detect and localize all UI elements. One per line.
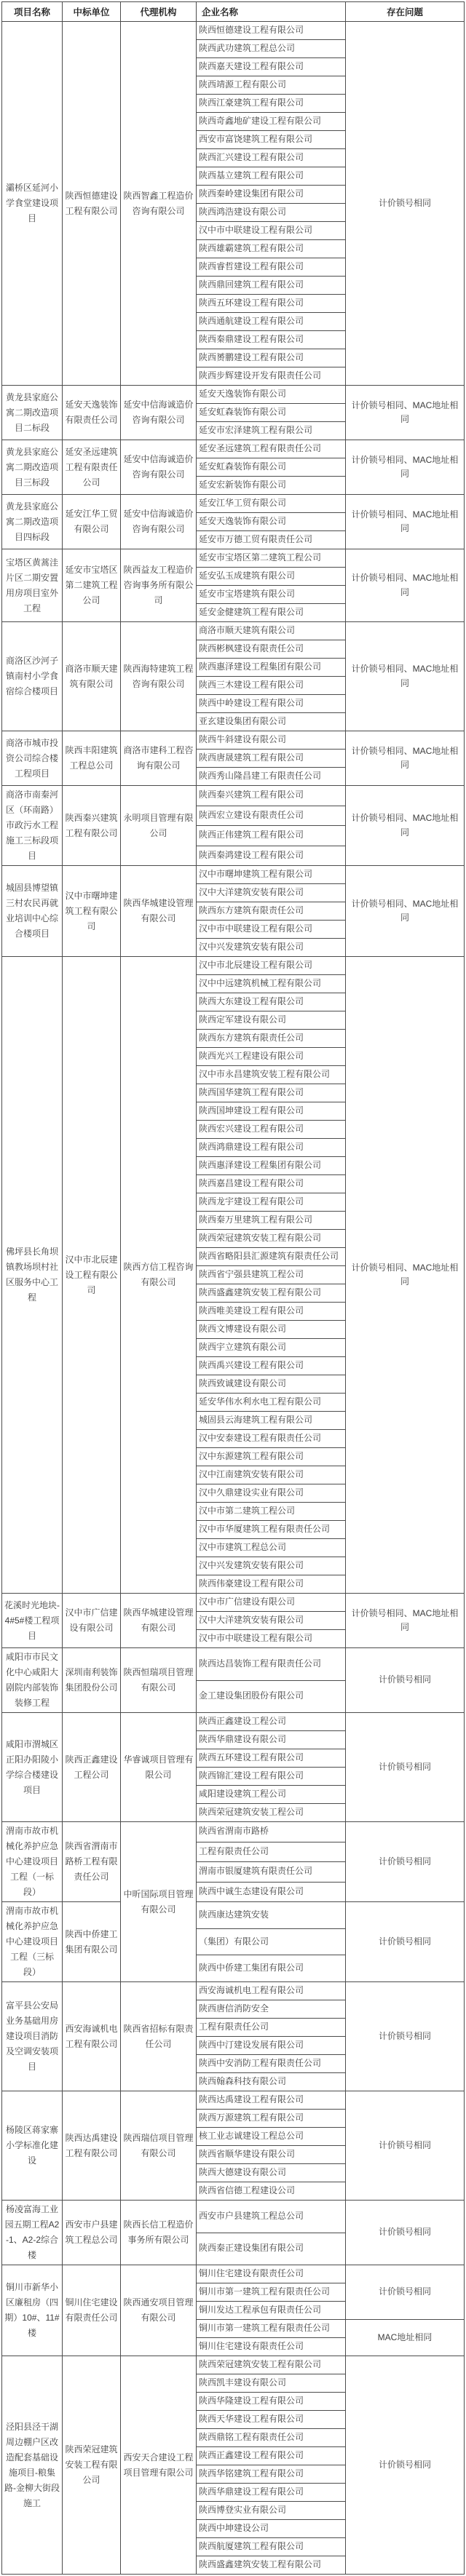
enterprise-name-cell: 汉中市第二建筑工程公司 (197, 1503, 346, 1521)
enterprise-name-cell: 铜川住宅建设有限责任公司 (197, 2338, 346, 2356)
enterprise-name-cell: 陕西惠泽建设工程集团有限公司 (197, 1157, 346, 1175)
enterprise-name-cell: 陕西荣冠建筑安装工程有限公司 (197, 1230, 346, 1248)
enterprise-name-cell: 陕西博登实业有限公司 (197, 2502, 346, 2520)
table-row (2, 1648, 465, 1681)
enterprise-name-cell: 陕西康达建筑安装 (197, 1902, 346, 1929)
enterprise-name-cell: 西安市户县建筑工程总公司 (197, 2201, 346, 2233)
winning-bidder-cell: 延安市宝塔区第二建筑工程公司 (63, 549, 121, 622)
enterprise-name-cell: 陕西恒德建设工程有限公司 (197, 22, 346, 40)
enterprise-name-cell: 陕西武功建筑工程总公司 (197, 40, 346, 58)
table-row (2, 866, 465, 884)
enterprise-name-cell: 铜川市第一建筑工程有限责任公司 (197, 2320, 346, 2338)
table-header-row (2, 2, 465, 22)
agency-cell: 西安天合建设工程项目管理有限公司 (121, 2356, 197, 2575)
enterprise-name-cell: 陕西正鑫建设工程公司 (197, 1713, 346, 1731)
problem-cell: 计价锁号相同 (346, 2091, 465, 2201)
enterprise-name-cell: 陕西赟鹏建设工程有限公司 (197, 349, 346, 367)
problem-cell: 计价锁号相同、MAC地址相同 (346, 622, 465, 731)
enterprise-name-cell: 陕西省略阳县汇源建筑有限责任公司 (197, 1248, 346, 1266)
winning-bidder-cell: 陕西丰阳建筑工程总公司 (63, 731, 121, 786)
enterprise-name-cell: 延安天逸装饰有限公司 (197, 513, 346, 531)
enterprise-name-cell: 陕西五环建设工程有限公司 (197, 295, 346, 313)
enterprise-name-cell: 陕西秀山隆昌建工有限责任公司 (197, 768, 346, 786)
enterprise-name-cell: 陕西嘉天建设工程有限公司 (197, 58, 346, 76)
enterprise-name-cell: 陕西万源建筑工程有限公司 (197, 2110, 346, 2128)
enterprise-name-cell: 陕西省信德工程建设公司 (197, 2182, 346, 2201)
enterprise-name-cell: 汉中市永昌建筑安装工程有限公司 (197, 1066, 346, 1084)
enterprise-name-cell: 陕西鼎回建筑工程有限公司 (197, 277, 346, 295)
winning-bidder-cell: 延安圣远建筑工程有限责任公司 (63, 440, 121, 495)
enterprise-name-cell: 亚玄建设集团有限公司 (197, 713, 346, 731)
table-row (2, 1902, 465, 1929)
table-row (2, 440, 465, 458)
project-name-cell: 佛坪县长角坝镇教场坝村社区服务中心工程 (2, 957, 63, 1594)
table-body (2, 22, 465, 2575)
enterprise-name-cell: 延安弘玉成建筑有限公司 (197, 568, 346, 586)
enterprise-name-cell: 陕西步辉建设开发有限责任公司 (197, 367, 346, 386)
enterprise-name-cell: 陕西奇鑫地矿建设工程有限公司 (197, 113, 346, 131)
enterprise-name-cell: 陕西国坤建设工程有限公司 (197, 1102, 346, 1121)
enterprise-name-cell: 陕西光兴工程建设有限公司 (197, 1048, 346, 1066)
winning-bidder-cell: 西安市户县建筑工程总公司 (63, 2201, 121, 2265)
agency-cell: 永明项目管理有限公司 (121, 786, 197, 866)
enterprise-name-cell: 汉中市广信建设有限公司 (197, 1594, 346, 1612)
enterprise-name-cell: 陕西鸿鼎建设工程有限公司 (197, 1139, 346, 1157)
enterprise-name-cell: 延安天逸装饰有限公司 (197, 386, 346, 404)
problem-cell: 计价锁号相同、MAC地址相同 (346, 440, 465, 495)
enterprise-name-cell: 陕西文博建设有限公司 (197, 1321, 346, 1339)
problem-cell: 计价锁号相同 (346, 2265, 465, 2320)
enterprise-name-cell: 陕西秦鼎建设工程有限公司 (197, 331, 346, 349)
enterprise-name-cell: 工程有限责任公司 (197, 2019, 346, 2037)
enterprise-name-cell: 陕西龙宇建设工程有限公司 (197, 1193, 346, 1212)
agency-cell: 延安中信海诚造价咨询有限公司 (121, 495, 197, 549)
project-name-cell: 宝塔区黄蒿洼片区二期安置用房项目室外工程 (2, 549, 63, 622)
column-header-project-name: 项目名称 (2, 2, 63, 22)
enterprise-name-cell: 延安市宏泽建筑工程有限公司 (197, 422, 346, 440)
table-row (2, 2091, 465, 2110)
project-name-cell: 商洛市南秦河区（环南路）市政污水工程施工三标段项目 (2, 786, 63, 866)
column-header-agency: 代理机构 (121, 2, 197, 22)
agency-cell: 陕西益友工程造价咨询事务所有限公司 (121, 549, 197, 622)
agency-cell: 陕西瑞信项目管理有限公司 (121, 2091, 197, 2201)
problem-cell: 计价锁号相同、MAC地址相同 (346, 495, 465, 549)
enterprise-name-cell: 陕西中岭建设工程有限公司 (197, 695, 346, 713)
table-row (2, 549, 465, 568)
enterprise-name-cell: 陕西国华建筑工程有限公司 (197, 1084, 346, 1102)
project-name-cell: 杨陵区蒋家寨小学标准化建设 (2, 2091, 63, 2201)
enterprise-name-cell: 延安市万德工贸有限责任公司 (197, 531, 346, 549)
enterprise-name-cell: 延安华伟水利水电工程有限公司 (197, 1394, 346, 1412)
enterprise-name-cell: 陕西中汀建设发展有限公司 (197, 2037, 346, 2055)
enterprise-name-cell: 陕西天华建设工程有限公司 (197, 2411, 346, 2429)
problem-cell: 计价锁号相同、MAC地址相同 (346, 866, 465, 957)
enterprise-name-cell: 延安市宝塔建筑有限公司 (197, 586, 346, 604)
winning-bidder-cell: 铜川住宅建设有限责任公司 (63, 2265, 121, 2356)
problem-cell: 计价锁号相同 (346, 1713, 465, 1822)
enterprise-name-cell: 陕西中安消防工程有限责任公司 (197, 2055, 346, 2073)
problem-cell: 计价锁号相同、MAC地址相同 (346, 386, 465, 440)
project-name-cell: 杨凌富海工业园五期工程A2-1、A2-2综合楼 (2, 2201, 63, 2265)
winning-bidder-cell: 商洛市顺天建筑有限公司 (63, 622, 121, 731)
project-name-cell: 渭南市故市机械化养护应急中心建设项目工程（三标段） (2, 1902, 63, 1982)
enterprise-name-cell: 陕西靖源工程有限公司 (197, 76, 346, 95)
problem-cell: 计价锁号相同、MAC地址相同 (346, 731, 465, 786)
enterprise-name-cell: 陕西省顺华建设有限公司 (197, 2146, 346, 2164)
column-header-winning-bidder: 中标单位 (63, 2, 121, 22)
project-name-cell: 黄龙县家庭公寓二期改造项目二标段 (2, 386, 63, 440)
table-row (2, 386, 465, 404)
enterprise-name-cell: 汉中久鼎建设实业有限公司 (197, 1484, 346, 1503)
table-row (2, 22, 465, 40)
enterprise-name-cell: 陕西华鼎建设有限公司 (197, 1731, 346, 1749)
enterprise-name-cell: 陕西宏兴建设工程有限公司 (197, 1121, 346, 1139)
problem-cell: 计价锁号相同 (346, 1648, 465, 1713)
agency-cell: 陕西华城建设管理有限公司 (121, 1594, 197, 1648)
enterprise-name-cell: 陕西致诚建设有限公司 (197, 1375, 346, 1394)
enterprise-name-cell: 陕西中诚生态建设有限公司 (197, 1882, 346, 1902)
enterprise-name-cell: 铜川市第一建筑工程有限责任公司 (197, 2283, 346, 2302)
problem-cell: 计价锁号相同、MAC地址相同 (346, 1594, 465, 1648)
agency-cell: 陕西智鑫工程造价咨询有限公司 (121, 22, 197, 386)
table-row (2, 957, 465, 975)
project-name-cell: 咸阳市渭城区正阳办阳陵小学综合楼建设项目 (2, 1713, 63, 1822)
project-name-cell: 黄龙县家庭公寓二期改造项目三标段 (2, 440, 63, 495)
enterprise-name-cell: 陕西华隆建设工程有限公司 (197, 2393, 346, 2411)
project-name-cell: 铜川市新华小区廉租房（四期）10#、11#楼 (2, 2265, 63, 2356)
enterprise-name-cell: 陕西航厦建筑工程有限公司 (197, 2538, 346, 2556)
enterprise-name-cell: 陕西唯美建设工程有限公司 (197, 1303, 346, 1321)
enterprise-name-cell: 渭南市银厦建筑有限责任公司 (197, 1862, 346, 1883)
table-row (2, 731, 465, 750)
problem-cell: 计价锁号相同 (346, 22, 465, 386)
enterprise-name-cell: 陕西中侨建工集团有限公司 (197, 1955, 346, 1982)
enterprise-name-cell: 延安金健建筑工程有限公司 (197, 604, 346, 622)
problem-cell: 计价锁号相同 (346, 1822, 465, 1902)
problem-cell: 计价锁号相同 (346, 1902, 465, 1982)
enterprise-name-cell: 陕西唐晟建筑工程有限公司 (197, 750, 346, 768)
winning-bidder-cell: 陕西正鑫建设工程公司 (63, 1713, 121, 1822)
column-header-enterprise-name: 企业名称 (197, 2, 346, 22)
enterprise-name-cell: 陕西凯丰建设有限公司 (197, 2374, 346, 2393)
enterprise-name-cell: 陕西基立建筑工程有限公司 (197, 167, 346, 186)
enterprise-name-cell: 陕西三木建设工程有限公司 (197, 677, 346, 695)
winning-bidder-cell: 陕西达禹建设工程有限公司 (63, 2091, 121, 2201)
enterprise-name-cell: 汉中市中联建设工程有限公司 (197, 1630, 346, 1648)
enterprise-name-cell: 陕西彬枫建设有限责任公司 (197, 640, 346, 659)
table-row (2, 1713, 465, 1731)
enterprise-name-cell: 西安市富饶建筑工程有限公司 (197, 131, 346, 149)
problem-cell: MAC地址相同 (346, 2320, 465, 2356)
enterprise-name-cell: 延安圣远建筑工程有限责任公司 (197, 440, 346, 458)
enterprise-name-cell: 陕西华铭建筑工程有限公司 (197, 2465, 346, 2484)
project-name-cell: 商洛市城市投资公司综合楼工程项目 (2, 731, 63, 786)
winning-bidder-cell: 西安海诚机电工程有限公司 (63, 1982, 121, 2091)
enterprise-name-cell: 陕西秦正建设集团有限公司 (197, 2233, 346, 2265)
enterprise-name-cell: 陕西秦鸿建设工程有限公司 (197, 846, 346, 866)
enterprise-name-cell: 陕西唐信消防安全 (197, 2000, 346, 2019)
winning-bidder-cell: 陕西省渭南市路桥工程有限责任公司 (63, 1822, 121, 1902)
enterprise-name-cell: 陕西达昌装饰工程有限责任公司 (197, 1648, 346, 1681)
enterprise-name-cell: 陕西锦汇建设工程有限公司 (197, 1768, 346, 1786)
enterprise-name-cell: 汉中市华厦建筑工程有限责任公司 (197, 1521, 346, 1539)
enterprise-name-cell: 陕西宇立建筑有限公司 (197, 1339, 346, 1357)
enterprise-name-cell: 陕西秦万里建筑工程有限公司 (197, 1212, 346, 1230)
project-name-cell: 商洛区沙河子镇南村小学食宿综合楼项目 (2, 622, 63, 731)
enterprise-name-cell: 陕西鼎铭工程有限责任公司 (197, 2429, 346, 2447)
project-name-cell: 咸阳市市民文化中心咸阳大剧院内部装饰装修工程 (2, 1648, 63, 1713)
table-row (2, 1594, 465, 1612)
enterprise-name-cell: 陕西省渭南市路桥 (197, 1822, 346, 1842)
enterprise-name-cell: 陕西雄霸建筑工程有限公司 (197, 240, 346, 258)
enterprise-name-cell: 工程有限责任公司 (197, 1842, 346, 1862)
enterprise-name-cell: 汉中市建筑工程总公司 (197, 1539, 346, 1557)
project-name-cell: 渭南市故市机械化养护应急中心建设项目工程（一标段） (2, 1822, 63, 1902)
project-name-cell: 灞桥区延河小学食堂建设项目 (2, 22, 63, 386)
enterprise-name-cell: 汉中安泰建设工程有限责任公司 (197, 1430, 346, 1448)
enterprise-name-cell: 延安虹森装饰有限公司 (197, 404, 346, 422)
enterprise-name-cell: 陕西中坤建设公司 (197, 2520, 346, 2538)
enterprise-name-cell: 陕西华鼎建设工程有限公司 (197, 2484, 346, 2502)
table-row (2, 495, 465, 513)
enterprise-name-cell: 延安虹森装饰有限公司 (197, 458, 346, 477)
enterprise-name-cell: 汉中市中联建设工程有限公司 (197, 921, 346, 939)
enterprise-name-cell: 商洛市顺天建筑有限公司 (197, 622, 346, 640)
enterprise-name-cell: 陕西盛鑫建筑安装工程有限公司 (197, 2556, 346, 2575)
agency-cell: 延安中信海诚造价咨询有限公司 (121, 440, 197, 495)
enterprise-name-cell: 汉中市北辰建设工程有限公司 (197, 957, 346, 975)
enterprise-name-cell: 陕西定军建设有限公司 (197, 1011, 346, 1030)
enterprise-name-cell: 陕西达禹建设工程有限公司 (197, 2091, 346, 2110)
enterprise-name-cell: 陕西荣冠建筑安装工程公司 (197, 1804, 346, 1822)
enterprise-name-cell: 陕西东方建筑有限责任公司 (197, 1030, 346, 1048)
enterprise-name-cell: 陕西秦岭建设集团有限公司 (197, 186, 346, 204)
winning-bidder-cell: 汉中市北辰建设工程有限公司 (63, 957, 121, 1594)
problem-cell: 计价锁号相同、MAC地址相同 (346, 957, 465, 1594)
winning-bidder-cell: 深圳南利装饰集团股份公司 (63, 1648, 121, 1713)
agency-cell: 华睿诚项目管理有限公司 (121, 1713, 197, 1822)
enterprise-name-cell: 陕西东方建筑有限责任公司 (197, 902, 346, 921)
winning-bidder-cell: 汉中市曙坤建筑工程有限公司 (63, 866, 121, 957)
enterprise-name-cell: 核工业志诚建设工程总公司 (197, 2128, 346, 2146)
enterprise-name-cell: 陕西嘉昌建设工程有限公司 (197, 1175, 346, 1193)
enterprise-name-cell: 陕西荣冠建筑安装工程有限公司 (197, 2356, 346, 2374)
enterprise-name-cell: 汉中东源建筑工程有限公司 (197, 1448, 346, 1466)
enterprise-name-cell: 汉中市曙坤建筑工程有限公司 (197, 866, 346, 884)
enterprise-name-cell: 陕西牛斜建设有限公司 (197, 731, 346, 750)
project-name-cell: 黄龙县家庭公寓二期改造项目四标段 (2, 495, 63, 549)
winning-bidder-cell: 陕西荣冠建筑安装工程有限公司 (63, 2356, 121, 2575)
enterprise-name-cell: 延安宏新装饰有限公司 (197, 477, 346, 495)
enterprise-name-cell: 陕西江豪建筑工程有限公司 (197, 95, 346, 113)
enterprise-name-cell: 陕西翰森科技有限公司 (197, 2073, 346, 2091)
winning-bidder-cell: 延安天逸装饰有限责任公司 (63, 386, 121, 440)
enterprise-name-cell: 陕西汇兴建设工程有限公司 (197, 149, 346, 167)
agency-cell: 陕西方信工程咨询有限公司 (121, 957, 197, 1594)
problem-cell: 计价锁号相同、MAC地址相同 (346, 786, 465, 866)
problem-cell: 计价锁号相同 (346, 2201, 465, 2265)
enterprise-name-cell: 陕西秦兴建筑工程有限公司 (197, 786, 346, 806)
enterprise-name-cell: 汉中兴发建筑安装有限公司 (197, 1557, 346, 1575)
enterprise-name-cell: 陕西正伟建筑工程有限公司 (197, 826, 346, 846)
enterprise-name-cell: 陕西盛鑫建筑安装工程有限公司 (197, 1284, 346, 1303)
agency-cell: 陕西省招标有限责任公司 (121, 1982, 197, 2091)
enterprise-name-cell: 陕西宏立建设有限责任公司 (197, 806, 346, 826)
problem-cell: 计价锁号相同 (346, 1982, 465, 2091)
enterprise-name-cell: 陕西鸿浩建设有限公司 (197, 204, 346, 222)
table-row (2, 2201, 465, 2233)
enterprise-name-cell: （集团）有限公司 (197, 1928, 346, 1955)
enterprise-name-cell: 陕西大德建设有限公司 (197, 2164, 346, 2182)
enterprise-name-cell: 陕西睿哲建设工程有限公司 (197, 258, 346, 277)
winning-bidder-cell: 陕西中侨建工集团有限公司 (63, 1902, 121, 1982)
table-row (2, 1822, 465, 1842)
table-row (2, 786, 465, 806)
table-row (2, 1982, 465, 2000)
enterprise-name-cell: 铜川住宅建设有限责任公司 (197, 2265, 346, 2283)
enterprise-name-cell: 城固县云海建筑工程有限公司 (197, 1412, 346, 1430)
agency-cell: 陕西海特建筑工程咨询有限公司 (121, 622, 197, 731)
enterprise-name-cell: 陕西惠泽建设工程集团有限公司 (197, 659, 346, 677)
enterprise-name-cell: 延安江华工贸有限公司 (197, 495, 346, 513)
enterprise-name-cell: 铜川发达工程承包有限责任公司 (197, 2302, 346, 2320)
enterprise-name-cell: 陕西省宁强县建筑工程公司 (197, 1266, 346, 1284)
agency-cell: 陕西通安项目管理有限公司 (121, 2265, 197, 2356)
agency-cell: 陕西恒瑞项目管理有限公司 (121, 1648, 197, 1713)
enterprise-name-cell: 汉中江南建筑安装有限公司 (197, 1466, 346, 1484)
project-name-cell: 泾阳县泾干湖周边棚户区改造配套基础设施项目-粮集路-金柳大街段施工 (2, 2356, 63, 2575)
agency-cell: 商洛市建科工程咨询有限公司 (121, 731, 197, 786)
enterprise-name-cell: 咸阳建设建筑工程公司 (197, 1786, 346, 1804)
problem-cell: 计价锁号相同 (346, 2356, 465, 2575)
project-name-cell: 城固县博望镇三村农民再就业培训中心综合楼项目 (2, 866, 63, 957)
winning-bidder-cell: 陕西秦兴建筑工程有限公司 (63, 786, 121, 866)
enterprise-name-cell: 汉中兴发建筑安装有限公司 (197, 939, 346, 957)
bid-audit-table (1, 1, 465, 2575)
winning-bidder-cell: 陕西恒德建设工程有限公司 (63, 22, 121, 386)
column-header-problem: 存在问题 (346, 2, 465, 22)
enterprise-name-cell: 陕西通航建设工程有限公司 (197, 313, 346, 331)
table-row (2, 622, 465, 640)
agency-cell: 延安中信海诚造价咨询有限公司 (121, 386, 197, 440)
table-row (2, 2356, 465, 2374)
enterprise-name-cell: 汉中市中联建设工程有限公司 (197, 222, 346, 240)
enterprise-name-cell: 汉中大洋建筑安装有限公司 (197, 884, 346, 902)
enterprise-name-cell: 汉中中远建筑机械工程有限公司 (197, 975, 346, 993)
problem-cell: 计价锁号相同、MAC地址相同 (346, 549, 465, 622)
agency-cell: 陕西华城建设管理有限公司 (121, 866, 197, 957)
enterprise-name-cell: 陕西伟豪建设工程有限公司 (197, 1575, 346, 1594)
winning-bidder-cell: 汉中市广信建设有限公司 (63, 1594, 121, 1648)
project-name-cell: 富平县公安局业务基础用房建设项目消防及空调安装项目 (2, 1982, 63, 2091)
enterprise-name-cell: 金工建设集团股份有限公司 (197, 1680, 346, 1713)
enterprise-name-cell: 陕西禹兴建设工程有限公司 (197, 1357, 346, 1375)
enterprise-name-cell: 西安海诚机电工程有限公司 (197, 1982, 346, 2000)
agency-cell: 中昕国际项目管理有限公司 (121, 1822, 197, 1982)
enterprise-name-cell: 延安市宝塔区第二建筑工程公司 (197, 549, 346, 568)
enterprise-name-cell: 陕西五环建设工程有限公司 (197, 1749, 346, 1768)
winning-bidder-cell: 延安江华工贸有限公司 (63, 495, 121, 549)
enterprise-name-cell: 汉中大洋建筑安装有限公司 (197, 1612, 346, 1630)
table-row (2, 2265, 465, 2283)
agency-cell: 陕西长信工程造价事务所有限公司 (121, 2201, 197, 2265)
project-name-cell: 花溪时光地块-4#5#楼工程项目 (2, 1594, 63, 1648)
enterprise-name-cell: 陕西大东建设工程有限公司 (197, 993, 346, 1011)
enterprise-name-cell: 陕西正鑫建设工程有限公司 (197, 2447, 346, 2465)
